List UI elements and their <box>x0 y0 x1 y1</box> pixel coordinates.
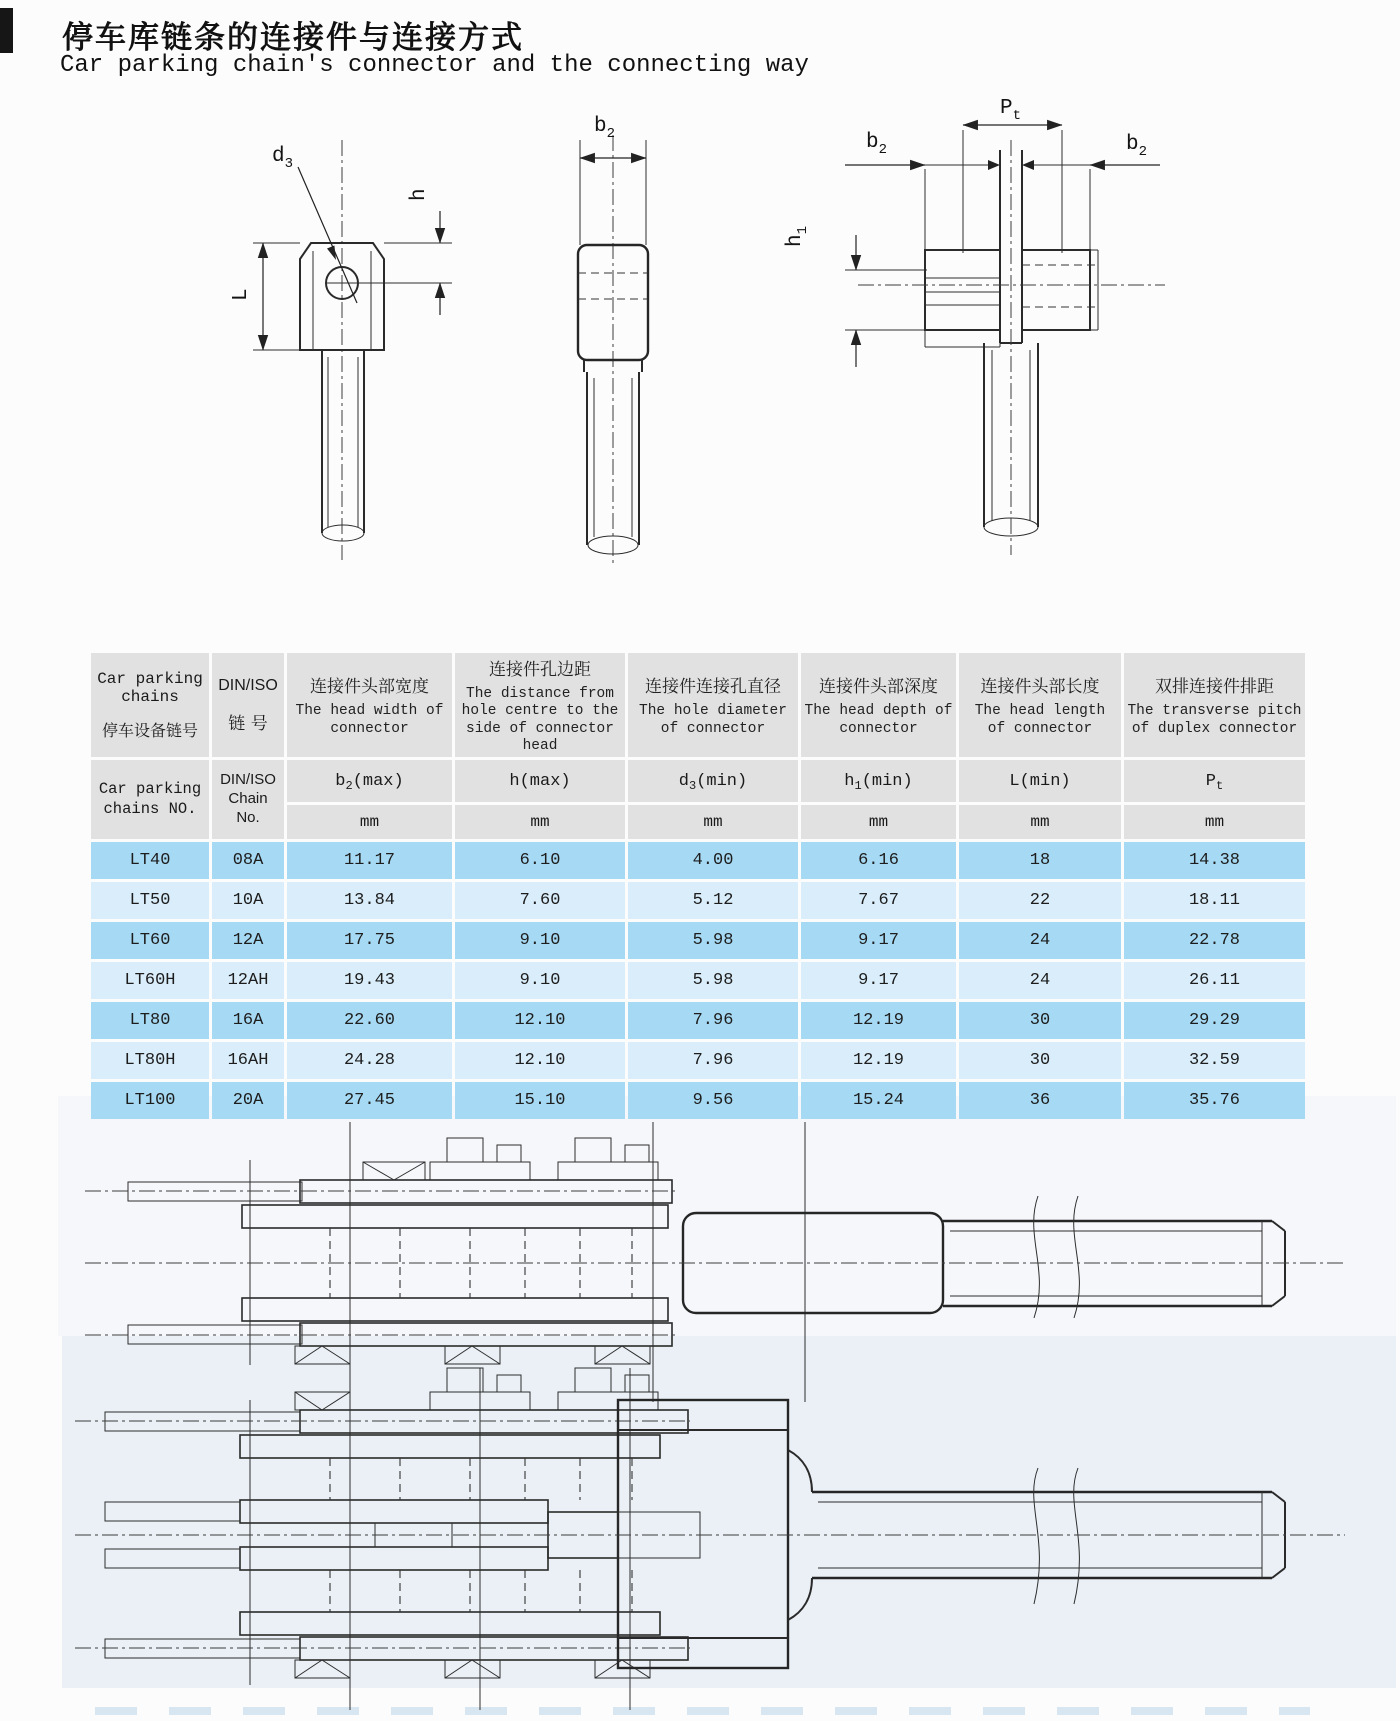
table-cell: 22.60 <box>287 1002 452 1039</box>
table-row-LT50 <box>91 882 1305 919</box>
table-cell: 24 <box>959 962 1121 999</box>
table-cell: 7.67 <box>801 882 956 919</box>
label-h1: $h_1$ <box>784 225 811 247</box>
table-cell: 14.38 <box>1124 842 1305 879</box>
symbol-pt: $P_t$ <box>1124 760 1305 802</box>
table-cell: 19.43 <box>287 962 452 999</box>
table-row-LT60H <box>91 962 1305 999</box>
table-cell: 5.98 <box>628 962 798 999</box>
table-cell: 12.19 <box>801 1002 956 1039</box>
label-b2-side: $b_2$ <box>594 115 616 142</box>
table-cell: 7.60 <box>455 882 625 919</box>
label-b2-left: $b_2$ <box>866 131 888 158</box>
table-cell: 35.76 <box>1124 1082 1305 1119</box>
label-h: h <box>408 188 431 201</box>
table-cell: 9.56 <box>628 1082 798 1119</box>
symbol-hmax: h(max) <box>455 760 625 802</box>
header-col-d3: 连接件连接孔直径 The hole diameter of connector <box>628 653 798 757</box>
table-cell: 6.10 <box>455 842 625 879</box>
symbol-d3min: $d_3(\min)$ <box>628 760 798 802</box>
table-cell: 16AH <box>212 1042 284 1079</box>
table-cell: 12.19 <box>801 1042 956 1079</box>
table-cell: 16A <box>212 1002 284 1039</box>
table-cell: 22.78 <box>1124 922 1305 959</box>
table-cell: 12A <box>212 922 284 959</box>
table-cell: 11.17 <box>287 842 452 879</box>
front-view-drawing <box>230 140 452 560</box>
table-cell: 9.10 <box>455 922 625 959</box>
side-view-drawing <box>578 115 648 565</box>
unit-cell: mm <box>959 805 1121 839</box>
table-cell: LT100 <box>91 1082 209 1119</box>
unit-cell: mm <box>801 805 956 839</box>
table-cell: 29.29 <box>1124 1002 1305 1039</box>
symbol-h1min: $h_1(\min)$ <box>801 760 956 802</box>
table-cell: 5.98 <box>628 922 798 959</box>
header-col-pt: 双排连接件排距 The transverse pitch of duplex connector <box>1124 653 1305 757</box>
table-cell: 24.28 <box>287 1042 452 1079</box>
header-col-h1: 连接件头部深度 The head depth of connector <box>801 653 956 757</box>
table-cell: 7.96 <box>628 1042 798 1079</box>
symbol-Lmin: L(min) <box>959 760 1121 802</box>
scan-corner-mark <box>0 8 13 53</box>
header-din-chain-no: DIN/ISO Chain No. <box>212 760 284 839</box>
table-cell: 4.00 <box>628 842 798 879</box>
table-row-LT80H <box>91 1042 1305 1079</box>
table-cell: 9.17 <box>801 962 956 999</box>
unit-cell: mm <box>287 805 452 839</box>
table-cell: 36 <box>959 1082 1121 1119</box>
table-symbol-row <box>91 760 1305 802</box>
table-cell: 08A <box>212 842 284 879</box>
table-cell: 15.10 <box>455 1082 625 1119</box>
table-cell: 15.24 <box>801 1082 956 1119</box>
table-row-LT80 <box>91 1002 1305 1039</box>
table-cell: 18 <box>959 842 1121 879</box>
table-cell: 10A <box>212 882 284 919</box>
table-cell: LT60 <box>91 922 209 959</box>
table-cell: 9.10 <box>455 962 625 999</box>
duplex-view-drawing <box>784 97 1165 555</box>
header-corner <box>91 653 209 757</box>
din-line1: DIN/ISO <box>218 676 278 694</box>
table-cell: 12.10 <box>455 1002 625 1039</box>
table-cell: 18.11 <box>1124 882 1305 919</box>
spec-table <box>88 650 1308 1122</box>
page-title-en: Car parking chain's connector and the connecting way <box>60 52 809 79</box>
table-cell: 9.17 <box>801 922 956 959</box>
table-cell: 32.59 <box>1124 1042 1305 1079</box>
simplex-chain-assembly <box>85 1122 1345 1402</box>
table-cell: 24 <box>959 922 1121 959</box>
label-d3: $d_3$ <box>272 145 294 172</box>
header-col-b2: 连接件头部宽度 The head width of connector <box>287 653 452 757</box>
table-cell: 17.75 <box>287 922 452 959</box>
unit-cell: mm <box>628 805 798 839</box>
table-cell: LT80H <box>91 1042 209 1079</box>
table-cell: 30 <box>959 1042 1121 1079</box>
corner-zh: 停车设备链号 <box>101 720 198 740</box>
header-din <box>212 653 284 757</box>
table-cell: 12AH <box>212 962 284 999</box>
table-cell: 20A <box>212 1082 284 1119</box>
label-b2-right: $b_2$ <box>1126 133 1148 160</box>
table-cell: 5.12 <box>628 882 798 919</box>
unit-cell: mm <box>1124 805 1305 839</box>
table-cell: 26.11 <box>1124 962 1305 999</box>
table-cell: LT60H <box>91 962 209 999</box>
duplex-chain-assembly <box>75 1368 1345 1710</box>
table-cell: 22 <box>959 882 1121 919</box>
table-cell: 7.96 <box>628 1002 798 1039</box>
table-cell: LT40 <box>91 842 209 879</box>
table-row-LT60 <box>91 922 1305 959</box>
table-cell: 6.16 <box>801 842 956 879</box>
table-cell: 12.10 <box>455 1042 625 1079</box>
table-cell: 27.45 <box>287 1082 452 1119</box>
table-cell: LT50 <box>91 882 209 919</box>
table-header-row <box>91 653 1305 757</box>
chain-assembly-drawings <box>0 1100 1400 1721</box>
table-cell: 30 <box>959 1002 1121 1039</box>
label-L: L <box>230 288 253 301</box>
header-col-L: 连接件头部长度 The head length of connector <box>959 653 1121 757</box>
unit-cell: mm <box>455 805 625 839</box>
label-pt: $P_t$ <box>1000 97 1022 124</box>
table-cell: 13.84 <box>287 882 452 919</box>
header-chains-no: Car parking chains NO. <box>91 760 209 839</box>
connector-drawings <box>0 85 1400 585</box>
symbol-b2max: $b_2(\max)$ <box>287 760 452 802</box>
din-zh: 链 号 <box>228 713 268 734</box>
table-row-LT40 <box>91 842 1305 879</box>
page-title-zh: 停车库链条的连接件与连接方式 <box>62 20 524 56</box>
header-col-h: 连接件孔边距 The distance from hole centre to the side of connector head <box>455 653 625 757</box>
table-cell: LT80 <box>91 1002 209 1039</box>
corner-en: Car parking chains <box>97 669 203 706</box>
